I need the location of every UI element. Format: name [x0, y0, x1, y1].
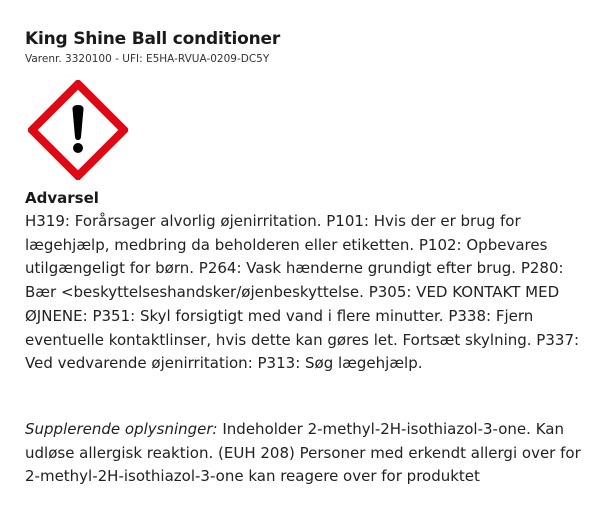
- supplemental-information: [25, 418, 585, 489]
- product-codes: Varenr. 3320100 - UFI: E5HA-RVUA-0209-DC5Y: [25, 53, 270, 65]
- signal-word: Advarsel: [25, 189, 99, 207]
- supplemental-text: Indeholder 2-methyl-2H-isothiazol-3-one. Kan udløse allergisk reaktion. (EUH 208) Personer med erkendt allergi over for 2-methyl-2H-isothiazol-3-one kan reagere over for produktet: [25, 420, 581, 486]
- exclamation-mark-hazard-icon: [28, 80, 128, 180]
- supplemental-label: Supplerende oplysninger:: [25, 420, 218, 438]
- product-header: [25, 28, 585, 66]
- exclamation-dot: [73, 143, 83, 153]
- hazard-precautionary-statements: H319: Forårsager alvorlig øjenirritation. P101: Hvis der er brug for lægehjælp, medbring da beholderen eller etiketten. P102: Opbevares utilgængeligt for børn. P264: Vask hænderne grundigt efter brug. P280: Bær <beskyttelseshandsker/øjenbeskyttelse. P305: VED KONTAKT MED ØJNENE: P351: Skyl forsigtigt med vand i flere minutter. P338: Fjern eventuelle kontaktlinser, hvis dette kan gøres let. Fortsæt skylning. P337: Ved vedvarende øjenirritation: P313: Søg lægehjælp.: [25, 212, 580, 373]
- product-title: King Shine Ball conditioner: [25, 29, 281, 49]
